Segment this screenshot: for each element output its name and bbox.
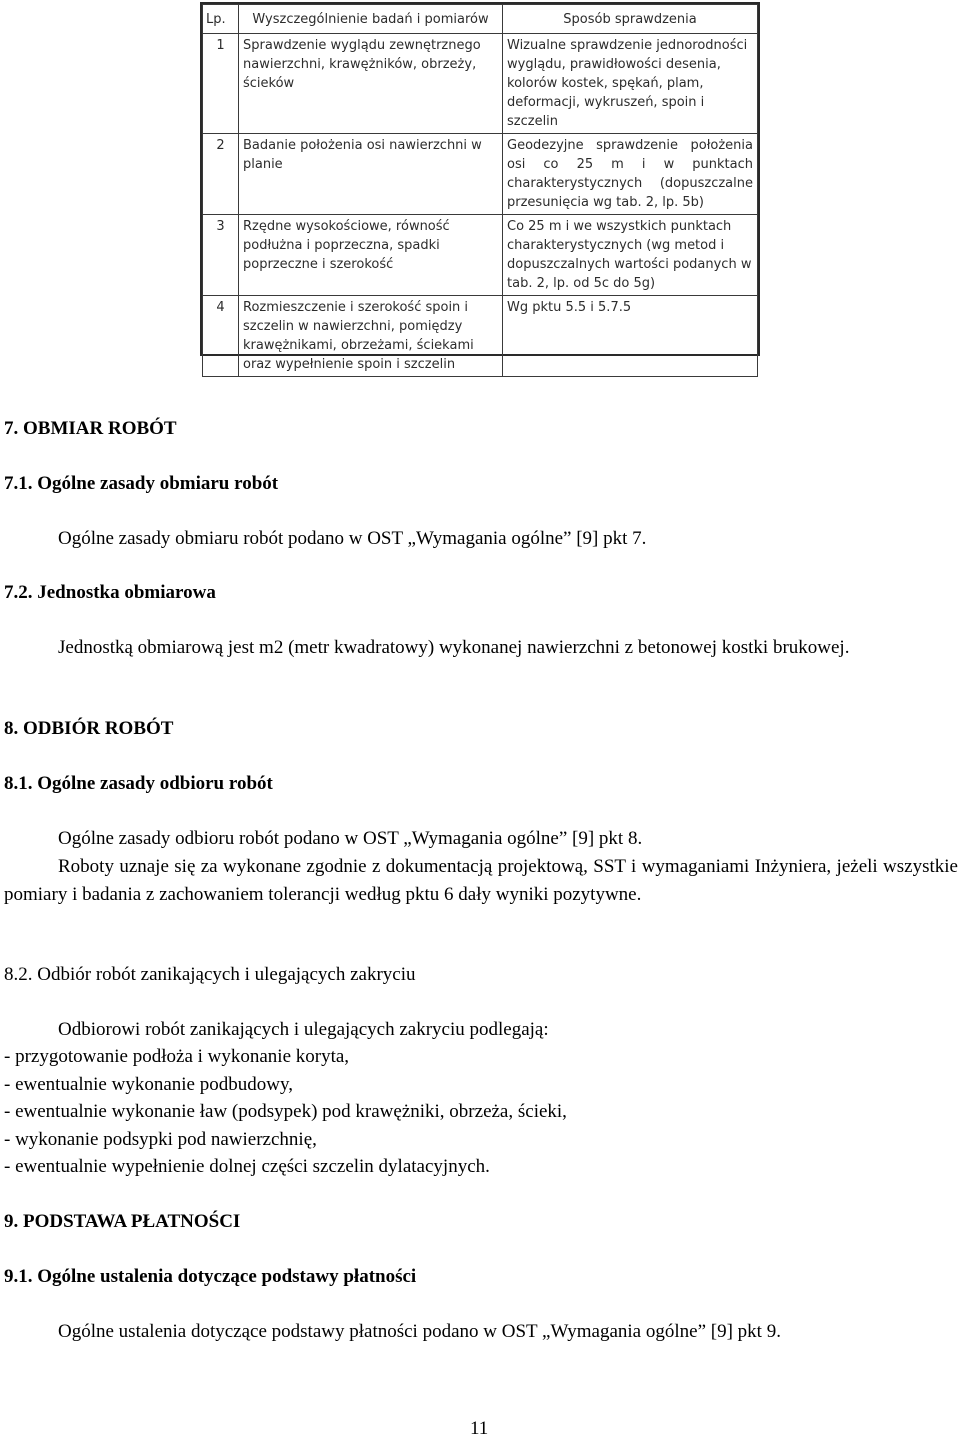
header-item: Wyszczególnienie badań i pomiarów [239, 5, 503, 34]
row-item: Sprawdzenie wyglądu zewnętrznego nawierzchni, krawężników, obrzeży, ścieków [239, 34, 503, 134]
section-9-1-text: Ogólne ustalenia dotyczące podstawy płatności podano w OST „Wymagania ogólne” [9] pkt 9. [58, 1321, 781, 1342]
section-8-1-heading: 8.1. Ogólne zasady odbioru robót [4, 773, 273, 794]
section-8-2-heading: 8.2. Odbiór robót zanikających i ulegających zakryciu [4, 964, 416, 985]
section-7-heading: 7. OBMIAR ROBÓT [4, 418, 177, 439]
row-number: 4 [203, 296, 239, 377]
list-item: - wykonanie podsypki pod nawierzchnię, [4, 1129, 317, 1150]
header-method: Sposób sprawdzenia [503, 5, 758, 34]
table-row [203, 34, 758, 134]
row-item: Rozmieszczenie i szerokość spoin i szczelin w nawierzchni, pomiędzy krawężnikami, obrzeżami, ściekami oraz wypełnienie spoin i szczelin [239, 296, 503, 377]
row-item: Badanie położenia osi nawierzchni w planie [239, 134, 503, 215]
row-number: 2 [203, 134, 239, 215]
inspection-table-image [200, 2, 760, 372]
list-item: - ewentualnie wykonanie ław (podsypek) pod krawężniki, obrzeża, ścieki, [4, 1101, 567, 1122]
row-number: 1 [203, 34, 239, 134]
section-7-2-heading: 7.2. Jednostka obmiarowa [4, 582, 216, 603]
inspection-table [202, 4, 758, 377]
row-item: Rzędne wysokościowe, równość podłużna i poprzeczna, spadki poprzeczne i szerokość [239, 215, 503, 296]
table-header-row [203, 5, 758, 34]
table-row [203, 215, 758, 296]
section-7-1-text: Ogólne zasady obmiaru robót podano w OST „Wymagania ogólne” [9] pkt 7. [58, 528, 647, 549]
list-item: - przygotowanie podłoża i wykonanie koryta, [4, 1046, 350, 1067]
section-9-heading: 9. PODSTAWA PŁATNOŚCI [4, 1211, 241, 1232]
section-8-2-intro: Odbiorowi robót zanikających i ulegających zakryciu podlegają: [58, 1019, 549, 1040]
header-lp: Lp. [203, 5, 239, 34]
section-8-1-text: Ogólne zasady odbioru robót podano w OST „Wymagania ogólne” [9] pkt 8. [58, 828, 643, 849]
section-8-heading: 8. ODBIÓR ROBÓT [4, 718, 174, 739]
list-item: - ewentualnie wypełnienie dolnej części szczelin dylatacyjnych. [4, 1156, 490, 1177]
page-number: 11 [470, 1418, 489, 1439]
row-method: Co 25 m i we wszystkich punktach charakterystycznych (wg metod i dopuszczalnych wartości podanych w tab. 2, lp. od 5c do 5g) [503, 215, 758, 296]
section-8-1-paragraph: Roboty uznaje się za wykonane zgodnie z dokumentacją projektową, SST i wymaganiami Inżyniera, jeżeli wszystkie pomiary i badania z zachowaniem tolerancji według pktu 6 dały wyniki pozytywne. [4, 856, 958, 905]
table-row [203, 296, 758, 377]
table-row [203, 134, 758, 215]
row-number: 3 [203, 215, 239, 296]
section-7-1-heading: 7.1. Ogólne zasady obmiaru robót [4, 473, 279, 494]
section-9-1-heading: 9.1. Ogólne ustalenia dotyczące podstawy płatności [4, 1266, 417, 1287]
row-method: Wizualne sprawdzenie jednorodności wyglądu, prawidłowości desenia, kolorów kostek, spękań, plam, deformacji, wykruszeń, spoin i szczelin [503, 34, 758, 134]
list-item: - ewentualnie wykonanie podbudowy, [4, 1074, 293, 1095]
row-method: Wg pktu 5.5 i 5.7.5 [503, 296, 758, 377]
section-7-2-text: Jednostką obmiarową jest m2 (metr kwadratowy) wykonanej nawierzchni z betonowej kostki brukowej. [58, 637, 850, 658]
row-method: Geodezyjne sprawdzenie położenia osi co 25 m i w punktach charakterystycznych (dopuszczalne przesunięcia wg tab. 2, lp. 5b) [503, 134, 758, 215]
